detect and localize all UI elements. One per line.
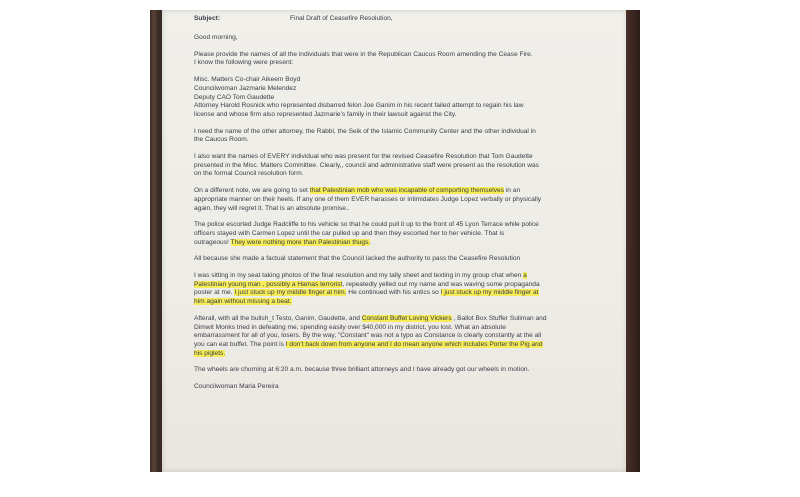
attendee: Misc. Matters Co-chair Aikeem Boyd [194, 76, 301, 84]
text: you can eat buffet. The point is [194, 340, 286, 348]
paragraph-afterall-line [194, 341, 614, 350]
paragraph-different-note-line: again, they will regret it. That is an absolute promise.. [194, 204, 350, 212]
photo-frame [150, 10, 640, 472]
paragraph-afterall-line: Dimwit Monks tried in defeating me, spending easily over $40,000 in my district, you lost. What an absolute [194, 323, 506, 331]
highlighted-text: They were nothing more than Palestinian thugs. [230, 238, 371, 246]
paragraph-afterall-line: embarrassment for all of you, losers. By the way, "Constant" was not a typo as Constance is clearly constantly at the all [194, 332, 542, 340]
paragraph-request-line: I know the following were present: [194, 59, 294, 67]
paragraph-police-line [194, 239, 614, 248]
attendee: Councilwoman Jazmarie Melendez [194, 84, 297, 92]
paragraph-wheels-churning: The wheels are churning at 6:20 a.m. because three brilliant attorneys and I have already got our wheels in motion. [194, 366, 530, 374]
paragraph-names-line: I need the name of the other attorney, the Rabbi, the Seik of the Islamic Community Center and the other individual in [194, 127, 536, 135]
highlighted-text: Palestinian young man , possibly a Hamas terrorist [194, 280, 343, 288]
letter-page [162, 10, 627, 472]
signature-line: Councilwoman Maria Pereira [194, 383, 279, 391]
text: , Ballot Box Stuffer Suliman and [451, 314, 547, 322]
paragraph-revised-line: I also want the names of EVERY individual who was present for the revised Ceasefire Resolution that Tom Gaudette [194, 153, 533, 161]
subject-value: Final Draft of Ceasefire Resolution, [290, 15, 393, 22]
text: poster at me. [194, 289, 235, 297]
paragraph-afterall-line [194, 315, 614, 324]
subject-row [194, 14, 614, 26]
paragraph-police-line: The police escorted Judge Radcliffe to his vehicle so that he could pull it up to the front of 45 Lyon Terrace while police [194, 221, 539, 229]
highlighted-text: I don't back down from anyone and I do mean anyone which includes Porter the Pig and [285, 340, 543, 348]
subject-label: Subject: [194, 15, 221, 22]
highlighted-text: I just stuck up my middle finger at [440, 289, 539, 297]
attendee: Attorney Harold Rosnick who represented disbarred felon Joe Ganim in his recent failed attempt to regain his law [194, 102, 524, 110]
paragraph-photos-line [194, 281, 614, 290]
attendee: Deputy CAO Tom Gaudette [194, 93, 275, 101]
text: Afterall, with all the bullsh_t Testo, Ganim, Gaudette, and [194, 314, 362, 322]
highlighted-text: I just stuck up my middle finger at him. [234, 289, 347, 297]
paragraph-photos-line [194, 272, 614, 281]
paragraph-afterall-line [194, 350, 614, 359]
paragraph-factual-statement: All because she made a factual statement that the Council lacked the authority to pass the Ceasefire Resolution [194, 255, 521, 263]
paragraph-different-note-line [194, 187, 614, 196]
text: I was sitting in my seat taking photos of the final resolution and my tally sheet and texting in my group chat when [194, 272, 524, 280]
highlighted-text: a [523, 272, 527, 280]
highlighted-text: Constant Buffet Loving Vickers [361, 314, 452, 322]
highlighted-text: him again without missing a beat. [194, 298, 292, 306]
highlighted-text: his piglets. [194, 349, 226, 357]
paragraph-photos-line [194, 298, 614, 307]
highlighted-text: that Palestinian mob who was incapable of comporting themselves [309, 187, 504, 195]
paragraph-names-line: the Caucus Room. [194, 136, 249, 144]
letter-body [194, 14, 614, 392]
paragraph-photos-line [194, 289, 614, 298]
text: On a different note, we are going to set [194, 187, 310, 195]
greeting: Good morning, [194, 34, 238, 41]
attendee: license and whose firm also represented Jazmarie's family in their lawsuit against the City. [194, 110, 457, 118]
text: outrageous! [194, 238, 231, 246]
paragraph-revised-line: presented in the Misc. Matters Committee. Clearly,, council and administrative staff were present as the resolution was [194, 161, 539, 169]
paragraph-revised-line: on the formal Council resolution form. [194, 170, 304, 178]
frame-edge [626, 10, 640, 472]
text: , repeatedly yelled out my name and was waving some propaganda [342, 280, 540, 288]
text: in an [503, 187, 521, 195]
text: He continued with his antics so [346, 289, 441, 297]
paragraph-police-line: officers stayed with Carmen Lopez until the car pulled up and then they escorted her to her vehicle. That is [194, 229, 505, 237]
paragraph-different-note-line: appropriate manner on their heels. If any one of them EVER harasses or intimidates Judge Lopez verbally or physically [194, 195, 542, 203]
paragraph-request-line: Please provide the names of all the individuals that were in the Republican Caucus Room amending the Cease Fire. [194, 50, 533, 58]
